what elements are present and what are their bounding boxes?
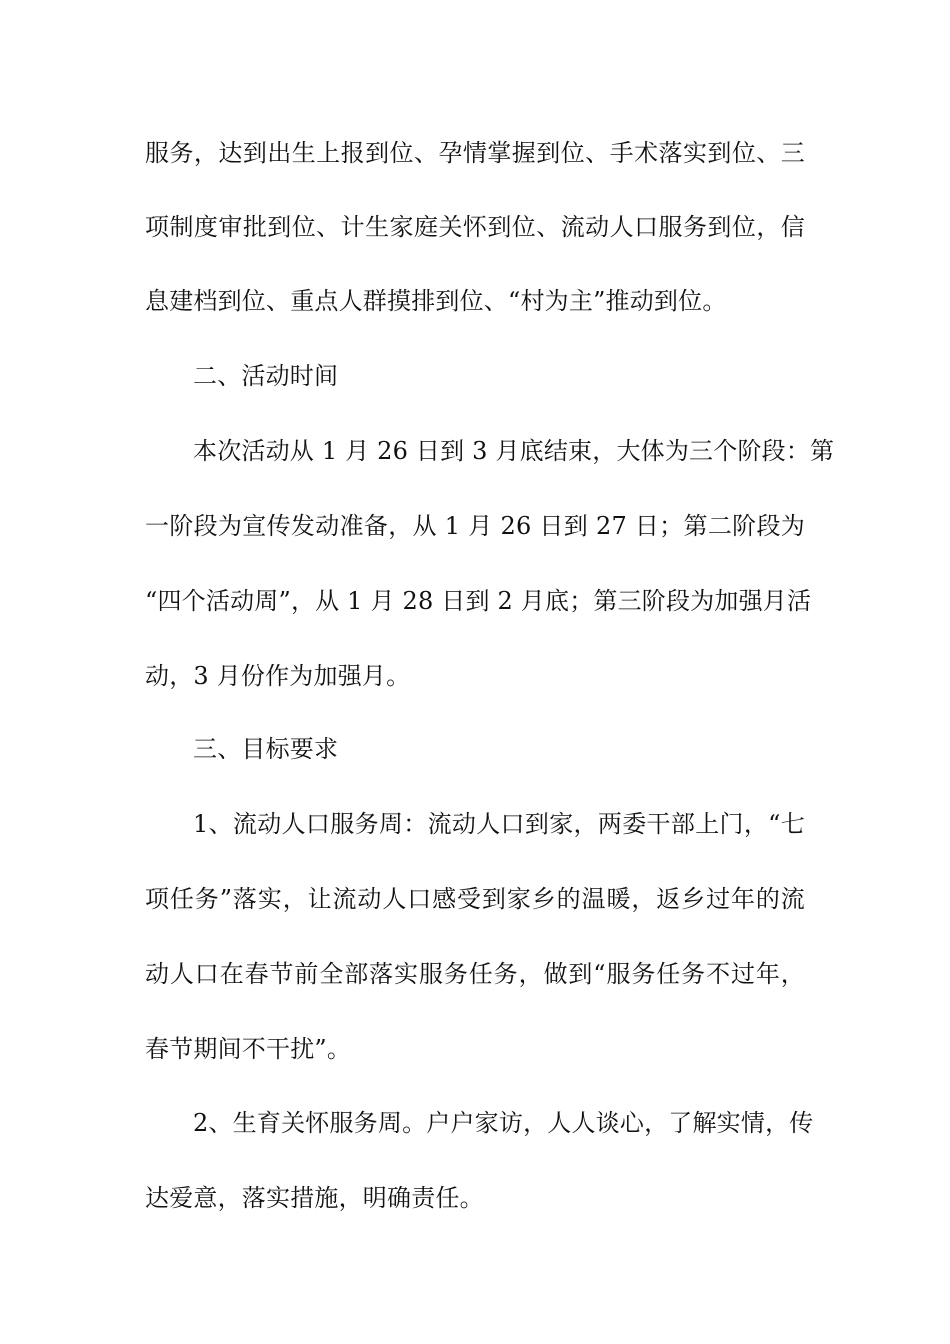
paragraph-line: 2、生育关怀服务周。户户家访，人人谈心，了解实情，传 [193,1109,814,1137]
section-heading: 三、目标要求 [193,735,339,763]
paragraph-line: 动，3 月份作为加强月。 [145,662,411,690]
paragraph-line: 服务，达到出生上报到位、孕情掌握到位、手术落实到位、三 [145,139,805,167]
paragraph-line: 项制度审批到位、计生家庭关怀到位、流动人口服务到位，信 [145,213,805,241]
paragraph-line: 一阶段为宣传发动准备，从 1 月 26 日到 27 日；第二阶段为 [145,512,805,540]
paragraph-line: 动人口在春节前全部落实服务任务，做到“服务任务不过年， [145,960,805,988]
paragraph-line: “四个活动周”，从 1 月 28 日到 2 月底；第三阶段为加强月活 [145,587,812,615]
paragraph-line: 项任务”落实，让流动人口感受到家乡的温暖，返乡过年的流 [145,885,805,913]
paragraph-line: 1、流动人口服务周：流动人口到家，两委干部上门，“七 [193,810,805,838]
section-heading: 二、活动时间 [193,362,339,390]
paragraph-line: 本次活动从 1 月 26 日到 3 月底结束，大体为三个阶段：第 [193,437,835,465]
paragraph-line: 春节期间不干扰”。 [145,1035,352,1063]
paragraph-line: 息建档到位、重点人群摸排到位、“村为主”推动到位。 [145,287,727,315]
paragraph-line: 达爱意，落实措施，明确责任。 [145,1184,484,1212]
